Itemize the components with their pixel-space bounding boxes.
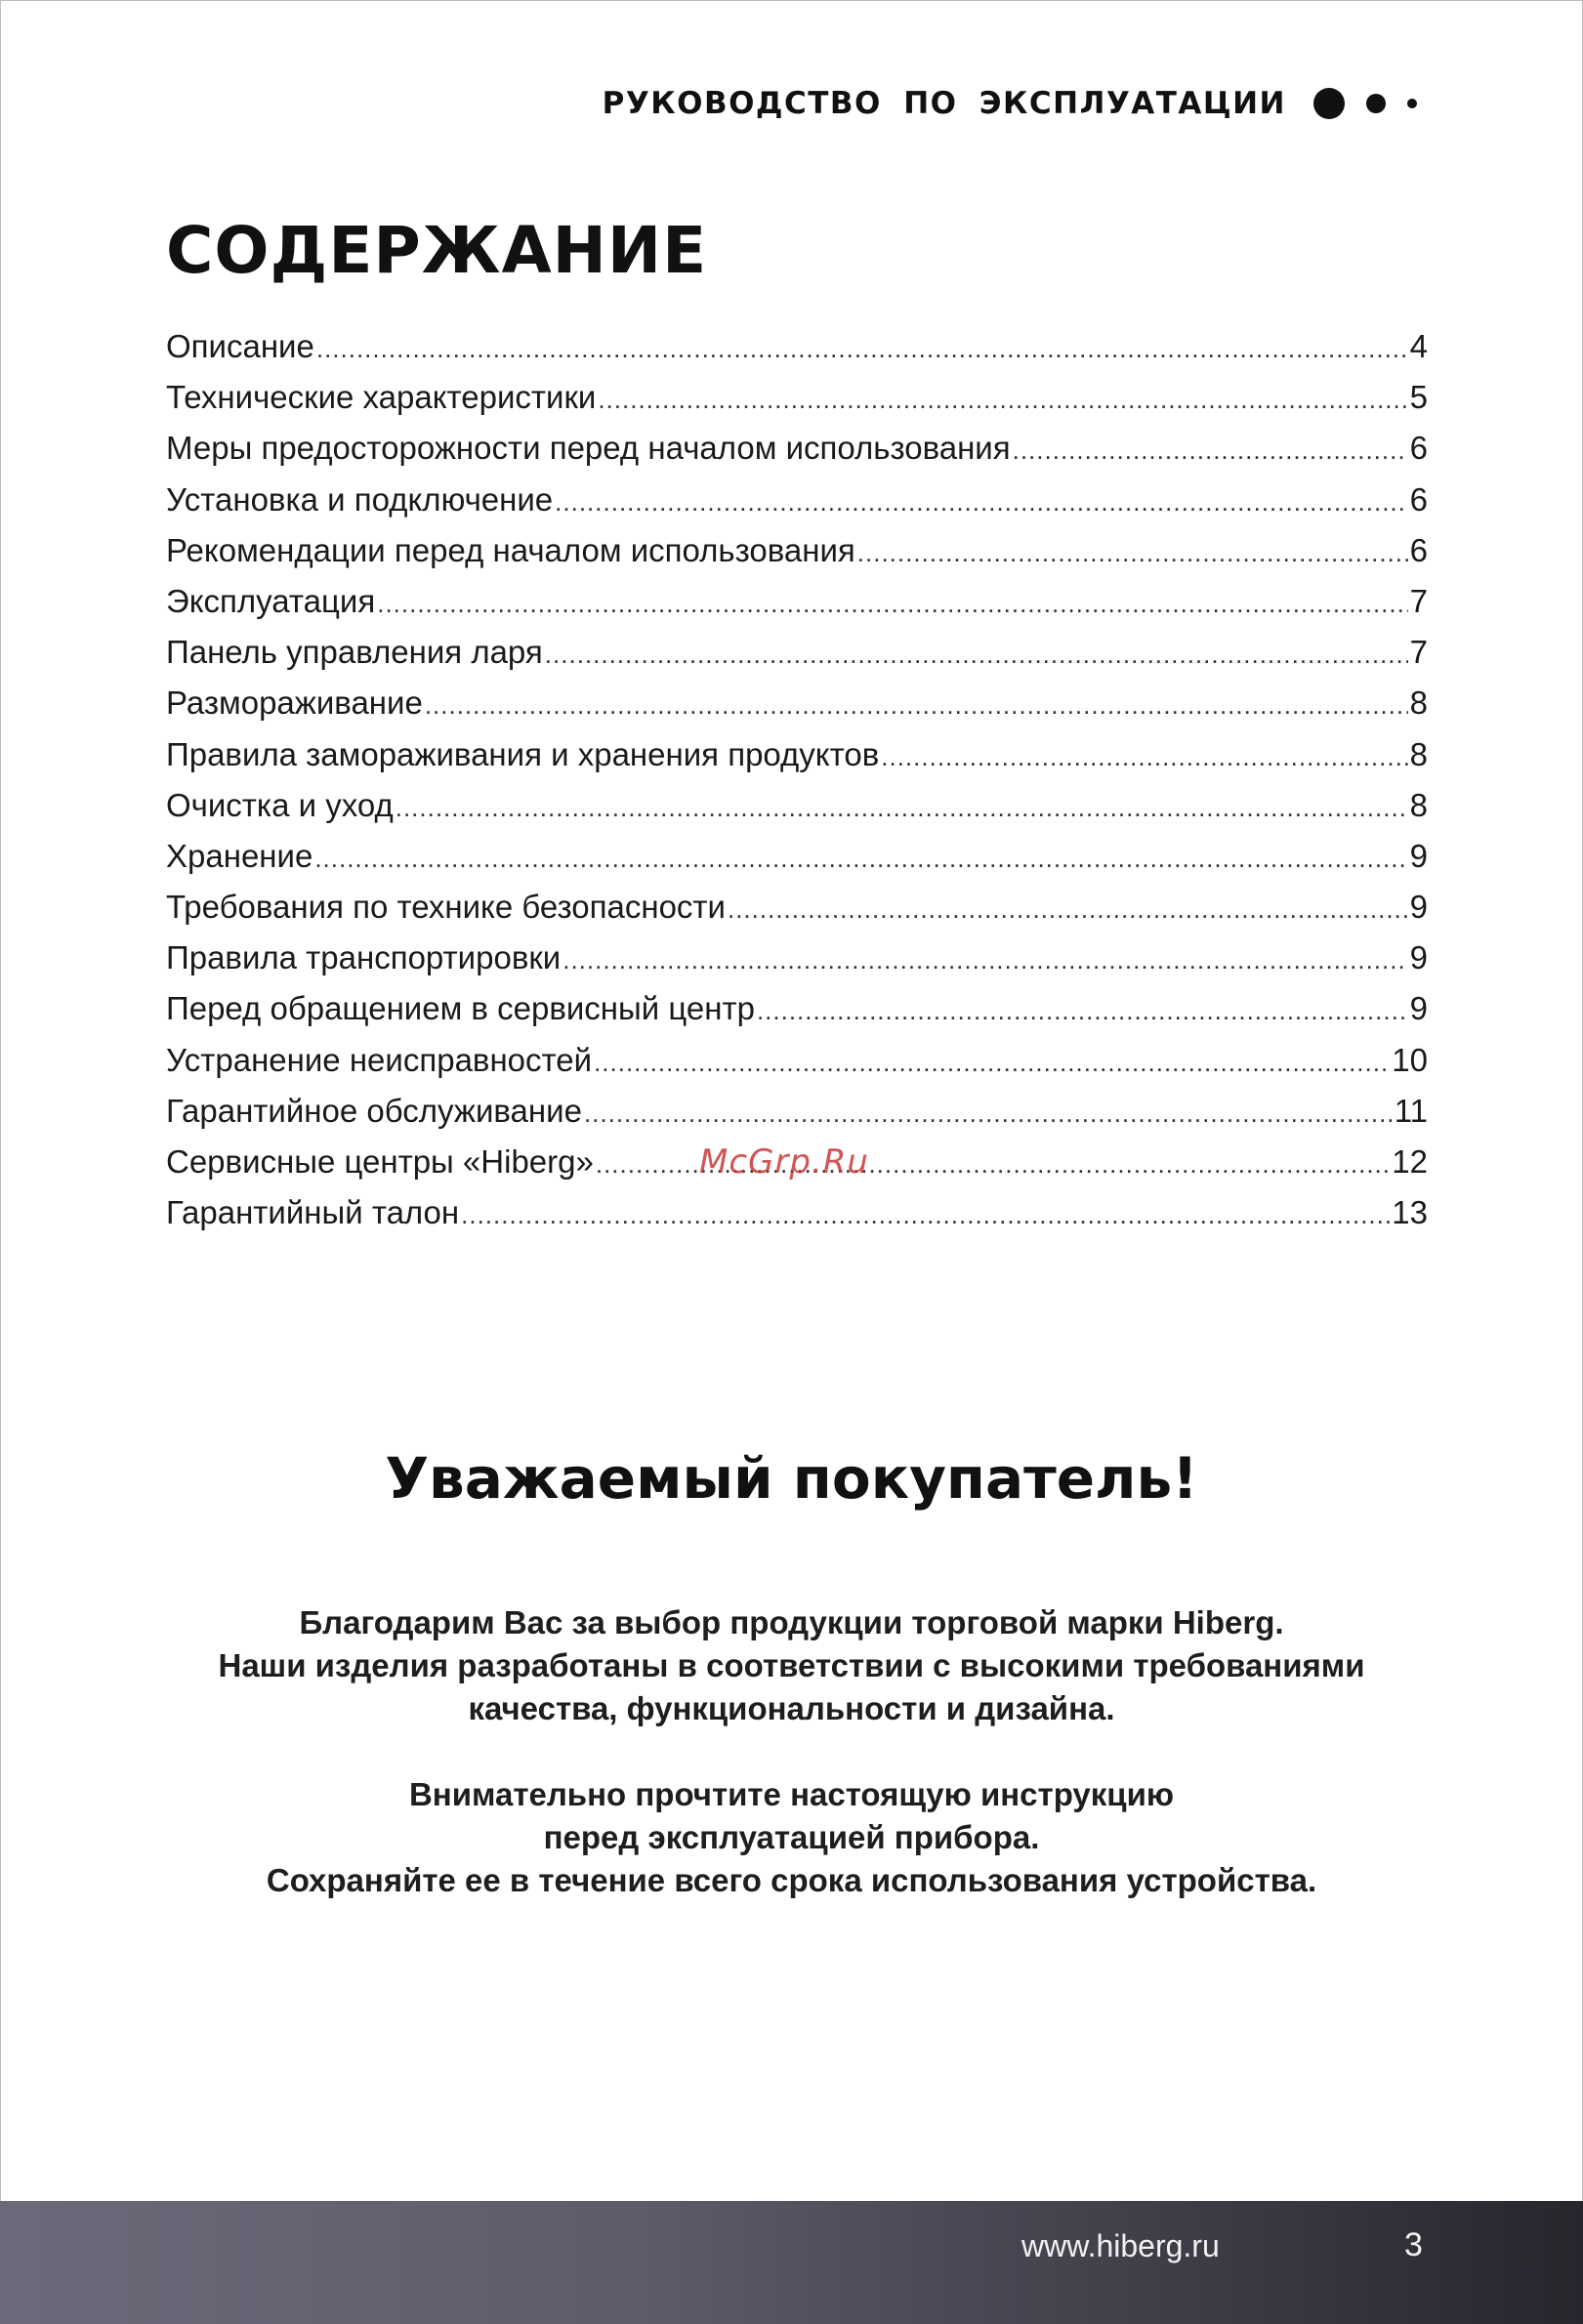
toc-entry-page: 6 — [1409, 480, 1428, 518]
greeting-line: Сохраняйте ее в течение всего срока использования устройства. — [266, 1862, 1317, 1898]
toc-dot-leader — [584, 1099, 1393, 1129]
greeting-line: Наши изделия разработаны в соответствии с высокими требованиями — [218, 1647, 1365, 1683]
toc-entry — [166, 1042, 1428, 1093]
toc-entry-title: Гарантийное обслуживание — [166, 1092, 582, 1129]
toc-entry-title: Панель управления ларя — [166, 634, 543, 671]
toc-dot-leader — [314, 844, 1407, 874]
toc-entry — [166, 481, 1428, 532]
footer-website-link[interactable]: www.hiberg.ru — [1021, 2228, 1220, 2263]
table-of-contents — [166, 328, 1428, 1245]
toc-entry-title: Хранение — [166, 837, 313, 874]
greeting-line: перед эксплуатацией прибора. — [543, 1819, 1040, 1855]
greeting-line: качества, функциональности и дизайна. — [468, 1690, 1115, 1726]
toc-dot-leader — [562, 945, 1407, 975]
toc-entry-page: 9 — [1409, 990, 1428, 1027]
greeting-title: Уважаемый покупатель! — [385, 1445, 1198, 1512]
toc-dot-leader — [377, 589, 1407, 619]
toc-dot-leader — [425, 690, 1408, 721]
toc-entry-title: Установка и подключение — [166, 480, 554, 518]
greeting-paragraph-instructions — [0, 1773, 1583, 1902]
toc-entry — [166, 990, 1428, 1041]
toc-dot-leader — [396, 793, 1408, 823]
toc-entry — [166, 685, 1428, 735]
toc-entry — [166, 838, 1428, 889]
toc-entry — [166, 1194, 1428, 1245]
toc-entry-page: 6 — [1409, 531, 1428, 568]
toc-entry-title: Описание — [166, 328, 314, 364]
toc-dot-leader — [881, 742, 1407, 772]
greeting-line: Внимательно прочтите настоящую инструкцию — [408, 1776, 1175, 1812]
toc-entry-page: 13 — [1392, 1194, 1428, 1231]
toc-entry-page: 12 — [1392, 1143, 1428, 1180]
toc-dot-leader — [461, 1200, 1390, 1230]
toc-entry-page: 10 — [1392, 1041, 1428, 1078]
toc-entry-page: 6 — [1409, 430, 1428, 467]
toc-entry-title: Устранение неисправностей — [166, 1041, 593, 1078]
toc-entry-title: Сервисные центры «Hiberg» — [166, 1143, 594, 1180]
toc-entry-page: 7 — [1409, 582, 1428, 619]
toc-entry — [166, 787, 1428, 838]
running-header — [603, 82, 1417, 125]
toc-entry — [166, 1093, 1428, 1143]
toc-entry — [166, 328, 1428, 379]
toc-entry-title: Правила замораживания и хранения продуктов — [166, 735, 880, 772]
toc-entry-page: 11 — [1394, 1092, 1428, 1129]
greeting-paragraph-thanks — [0, 1601, 1583, 1730]
toc-entry-page: 8 — [1409, 685, 1428, 722]
toc-entry — [166, 379, 1428, 430]
toc-entry-title: Гарантийный талон — [166, 1194, 460, 1231]
medium-dot-icon — [1366, 94, 1386, 113]
toc-dot-leader — [555, 487, 1407, 518]
toc-dot-leader — [728, 894, 1408, 925]
toc-entry-title: Требования по технике безопасности — [166, 889, 726, 926]
toc-dot-leader — [594, 1048, 1390, 1078]
large-dot-icon — [1313, 88, 1345, 119]
toc-entry-page: 4 — [1409, 328, 1428, 364]
toc-entry — [166, 583, 1428, 634]
toc-dot-leader — [857, 538, 1408, 568]
toc-entry-page: 8 — [1409, 735, 1428, 772]
toc-entry-title: Меры предосторожности перед началом использования — [166, 430, 1011, 467]
toc-entry-title: Эксплуатация — [166, 582, 376, 619]
toc-entry-title: Очистка и уход — [166, 786, 394, 823]
toc-entry-title: Перед обращением в сервисный центр — [166, 990, 755, 1027]
toc-entry-title: Технические характеристики — [166, 379, 597, 416]
toc-entry — [166, 634, 1428, 685]
toc-entry — [166, 736, 1428, 787]
toc-entry-page: 9 — [1409, 889, 1428, 926]
toc-dot-leader — [598, 385, 1407, 415]
toc-entry-page: 8 — [1409, 786, 1428, 823]
toc-dot-leader — [545, 640, 1408, 670]
toc-entry-page: 9 — [1409, 837, 1428, 874]
footer-page-number: 3 — [1404, 2226, 1423, 2263]
watermark: McGrp.Ru — [699, 1142, 869, 1182]
toc-dot-leader — [1013, 436, 1408, 466]
toc-entry — [166, 939, 1428, 990]
greeting-line: Благодарим Вас за выбор продукции торговой марки Hiberg. — [299, 1604, 1284, 1640]
toc-dot-leader — [316, 334, 1408, 364]
small-dot-icon — [1407, 99, 1417, 108]
toc-entry-page: 5 — [1409, 379, 1428, 416]
decorative-dots — [1313, 88, 1417, 119]
toc-entry-title: Рекомендации перед началом использования — [166, 531, 855, 568]
toc-entry-title: Размораживание — [166, 685, 423, 722]
toc-dot-leader — [757, 996, 1408, 1026]
toc-entry — [166, 430, 1428, 480]
toc-entry-title: Правила транспортировки — [166, 939, 562, 976]
toc-entry-page: 7 — [1409, 634, 1428, 671]
toc-entry — [166, 889, 1428, 939]
contents-heading: СОДЕРЖАНИЕ — [166, 213, 708, 288]
running-header-title: РУКОВОДСТВО ПО ЭКСПЛУАТАЦИИ — [602, 86, 1286, 121]
footer-band — [0, 2201, 1583, 2324]
toc-entry-page: 9 — [1409, 939, 1428, 976]
toc-entry — [166, 532, 1428, 583]
